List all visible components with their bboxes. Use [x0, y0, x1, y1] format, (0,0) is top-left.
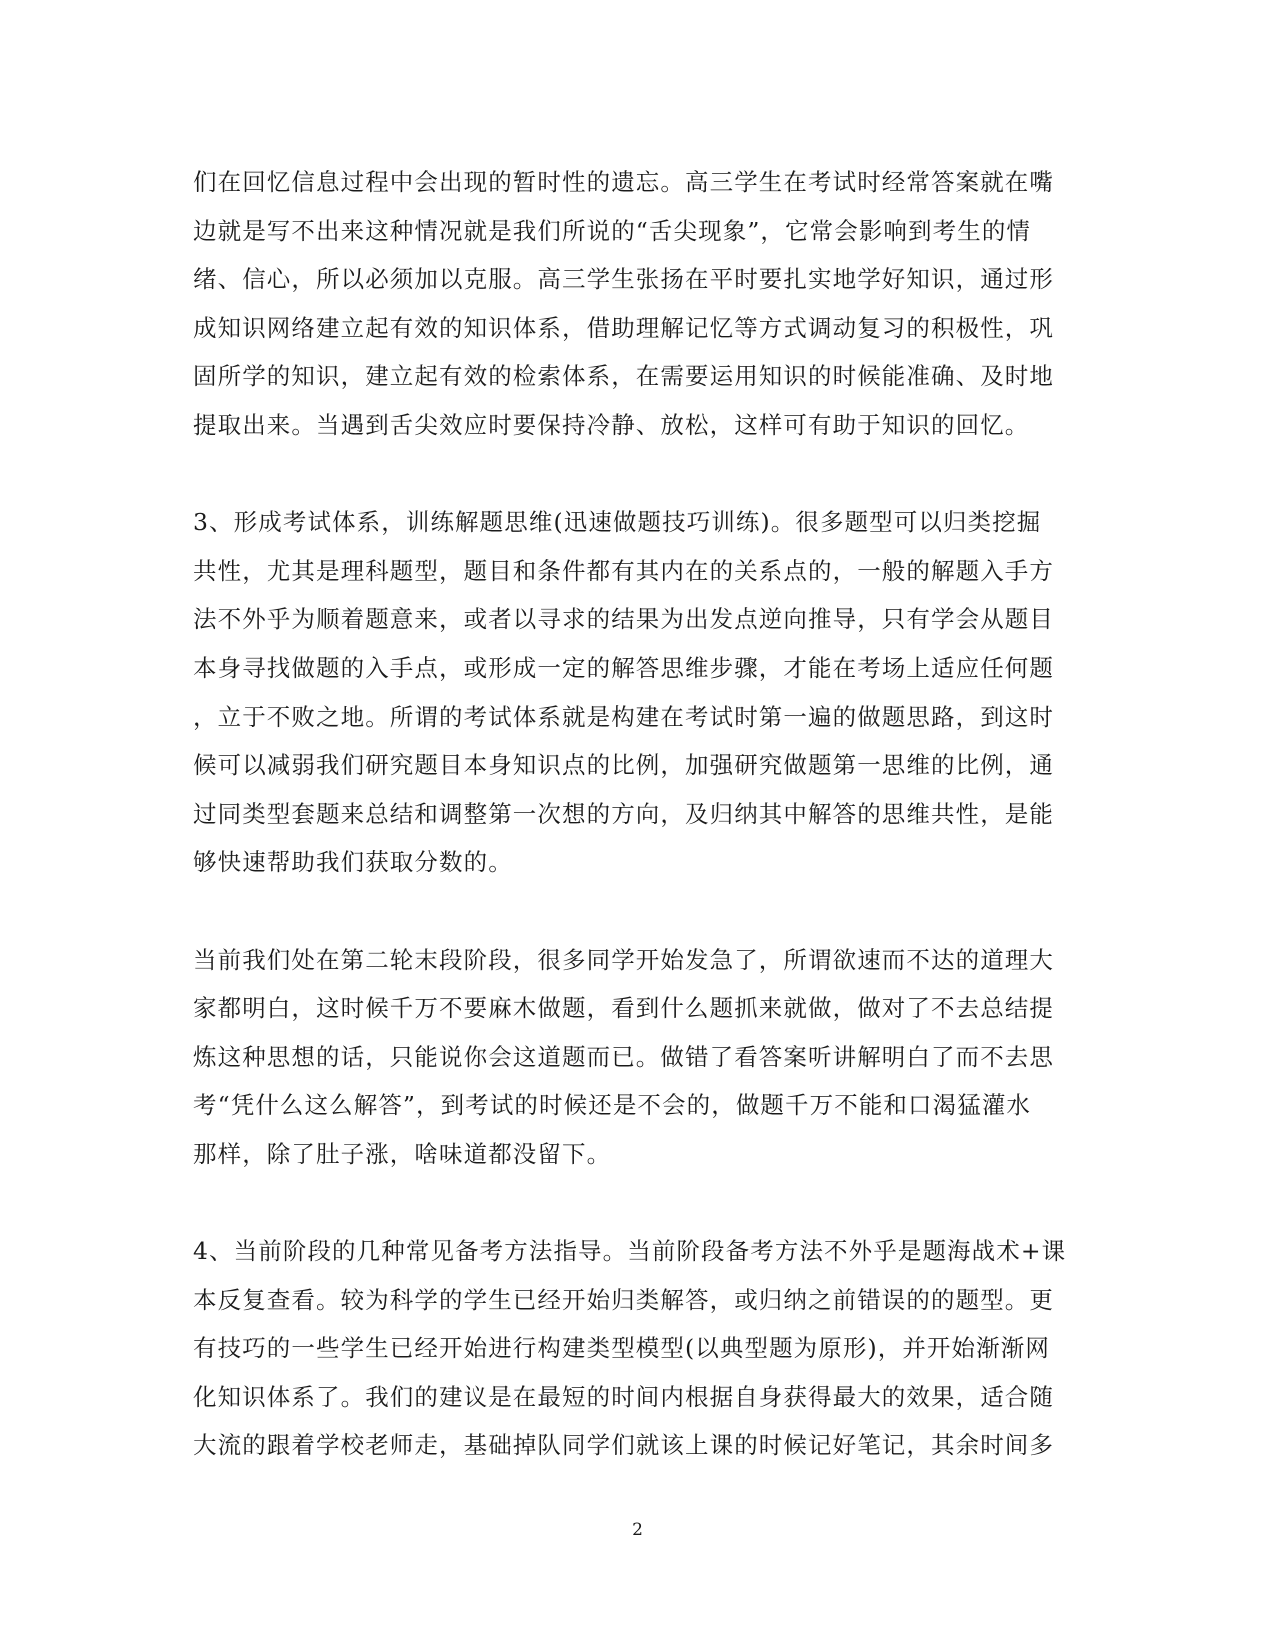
text-line: 绪、信心，所以必须加以克服。高三学生张扬在平时要扎实地学好知识，通过形	[193, 265, 1054, 294]
text-line: 家都明白，这时候千万不要麻木做题，看到什么题抓来就做，做对了不去总结提	[193, 994, 1054, 1023]
text-line: 4、当前阶段的几种常见备考方法指导。当前阶段备考方法不外乎是题海战术+课	[193, 1237, 1067, 1266]
text-line: 那样，除了肚子涨，啥味道都没留下。	[193, 1139, 612, 1168]
text-line: ，立于不败之地。所谓的考试体系就是构建在考试时第一遍的做题思路，到这时	[193, 702, 1054, 731]
text-line: 本反复查看。较为科学的学生已经开始归类解答，或归纳之前错误的的题型。更	[193, 1285, 1054, 1314]
text-line: 本身寻找做题的入手点，或形成一定的解答思维步骤，才能在考场上适应任何题	[193, 653, 1054, 682]
text-line: 当前我们处在第二轮末段阶段，很多同学开始发急了，所谓欲速而不达的道理大	[193, 945, 1054, 974]
text-line: 过同类型套题来总结和调整第一次想的方向，及归纳其中解答的思维共性，是能	[193, 799, 1054, 828]
text-line: 大流的跟着学校老师走，基础掉队同学们就该上课的时候记好笔记，其余时间多	[193, 1431, 1054, 1460]
text-line: 提取出来。当遇到舌尖效应时要保持冷静、放松，这样可有助于知识的回忆。	[193, 410, 1030, 439]
text-line: 固所学的知识，建立起有效的检索体系，在需要运用知识的时候能准确、及时地	[193, 362, 1054, 391]
paragraph-spacer	[193, 887, 1073, 936]
text-line: 们在回忆信息过程中会出现的暂时性的遗忘。高三学生在考试时经常答案就在嘴	[193, 168, 1054, 196]
text-line: 共性，尤其是理科题型，题目和条件都有其内在的关系点的，一般的解题入手方	[193, 556, 1054, 585]
text-line: 炼这种思想的话，只能说你会这道题而已。做错了看答案听讲解明白了而不去思	[193, 1042, 1054, 1071]
paragraph-second-round	[193, 936, 1073, 1179]
text-line: 成知识网络建立起有效的知识体系，借助理解记忆等方式调动复习的积极性，巩	[193, 313, 1054, 342]
text-line: 法不外乎为顺着题意来，或者以寻求的结果为出发点逆向推导，只有学会从题目	[193, 605, 1054, 634]
page-number: 2	[632, 1520, 643, 1540]
text-line: 边就是写不出来这种情况就是我们所说的“舌尖现象”，它常会影响到考生的情	[193, 216, 1032, 245]
text-line: 3、形成考试体系，训练解题思维(迅速做题技巧训练)。很多题型可以归类挖掘	[193, 508, 1042, 537]
paragraph-spacer	[193, 450, 1073, 499]
paragraph-exam-system	[193, 498, 1073, 887]
paragraph-spacer	[193, 1178, 1073, 1227]
page-body	[193, 158, 1073, 1470]
text-line: 候可以减弱我们研究题目本身知识点的比例，加强研究做题第一思维的比例，通	[193, 751, 1054, 780]
text-line: 考“凭什么这么解答”，到考试的时候还是不会的，做题千万不能和口渴猛灌水	[193, 1091, 1032, 1120]
text-line: 化知识体系了。我们的建议是在最短的时间内根据自身获得最大的效果，适合随	[193, 1382, 1054, 1411]
text-line: 够快速帮助我们获取分数的。	[193, 848, 513, 877]
paragraph-study-methods	[193, 1227, 1073, 1470]
text-line: 有技巧的一些学生已经开始进行构建类型模型(以典型题为原形)，并开始渐渐网	[193, 1334, 1050, 1363]
paragraph-tip-of-tongue	[193, 158, 1073, 450]
